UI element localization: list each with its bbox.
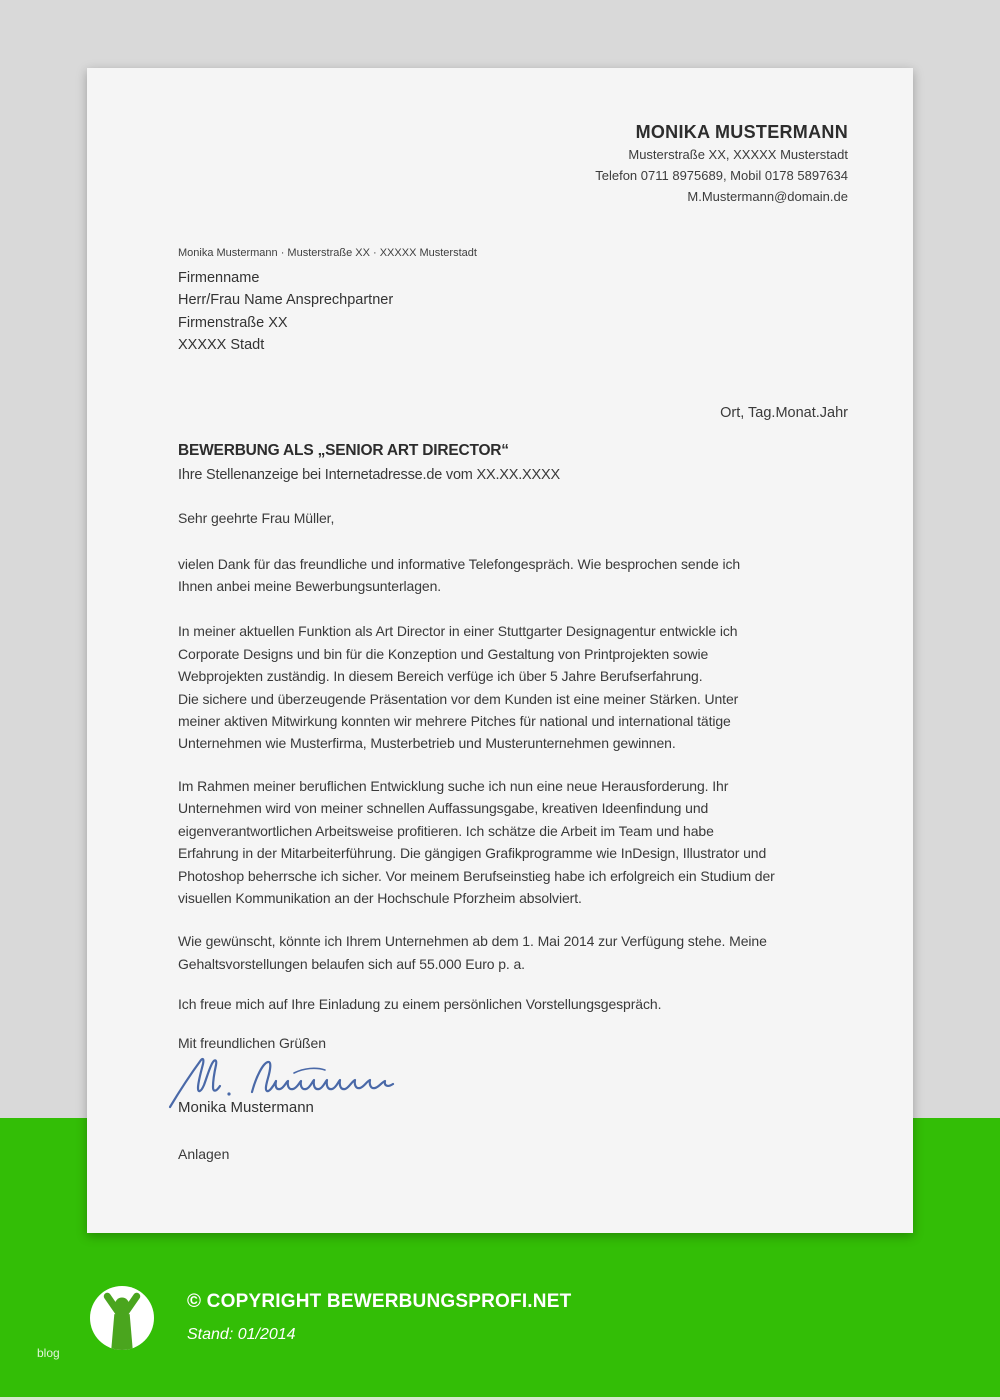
body-paragraph: In meiner aktuellen Funktion als Art Director in einer Stuttgarter Designagentur entwickle ich Corporate Designs und bin für die Konzeption und Gestaltung von Printprojekten sowie Webprojekten zuständig. In diesem Bereich verfüge ich über 5 Jahre Berufserfahrung. Die sichere und überzeugende Präsentation vor dem Kunden ist eine meiner Stärken. Unter meiner aktiven Mitwirkung konnten wir mehrere Pitches für national und international tätige Unternehmen wie Musterfirma, Musterbetrieb und Musterunternehmen gewinnen.: [178, 623, 739, 752]
blog-link[interactable]: blog: [37, 1346, 60, 1360]
typed-signature-name: Monika Mustermann: [178, 1099, 314, 1117]
person-raising-arms-icon: [90, 1286, 154, 1350]
body-paragraph: Im Rahmen meiner beruflichen Entwicklung suche ich nun eine neue Herausforderung. Ihr Unternehmen wird von meiner schnellen Auffassungsgabe, kreativen Ideenfindung und eigenverantwortlichen Arbeitsweise profitieren. Ich schätze die Arbeit im Team und habe Erfahrung in der Mitarbeiterführung. Die gängigen Grafikprogramme wie InDesign, Illustrator und Photoshop beherrsche ich sicher. Vor meinem Berufseinstieg habe ich erfolgreich ein Studium der visuellen Kommunikation an der Hochschule Pforzheim absolviert.: [178, 777, 775, 906]
footer-version-date: Stand: 01/2014: [187, 1326, 296, 1343]
recipient-address: Firmenname Herr/Frau Name Ansprechpartner Firmenstraße XX XXXXX Stadt: [178, 270, 394, 354]
body-paragraph: Ich freue mich auf Ihre Einladung zu einem persönlichen Vorstellungsgespräch.: [178, 996, 662, 1013]
closing-regards: Mit freundlichen Grüßen: [178, 1035, 326, 1052]
sender-address: Musterstraße XX, XXXXX Musterstadt: [628, 147, 848, 162]
body-paragraph: vielen Dank für das freundliche und informative Telefongespräch. Wie besprochen sende ich Ihnen anbei meine Bewerbungsunterlagen.: [178, 555, 741, 595]
sender-name: MONIKA MUSTERMANN: [635, 122, 848, 142]
subject-line: BEWERBUNG ALS „SENIOR ART DIRECTOR“: [178, 441, 509, 459]
body-paragraph: Wie gewünscht, könnte ich Ihrem Unternehmen ab dem 1. Mai 2014 zur Verfügung stehe. Meine Gehaltsvorstellungen belaufen sich auf 55.000 Euro p. a.: [178, 933, 767, 972]
return-address-line: Monika Mustermann · Musterstraße XX · XXXXX Musterstadt: [178, 247, 477, 259]
sender-email: M.Mustermann@domain.de: [687, 189, 848, 204]
sender-phone: Telefon 0711 8975689, Mobil 0178 5897634: [595, 168, 848, 183]
salutation: Sehr geehrte Frau Müller,: [178, 509, 335, 526]
footer-copyright: © COPYRIGHT BEWERBUNGSPROFI.NET: [187, 1291, 572, 1312]
letter-page: [87, 68, 913, 1233]
date-line: Ort, Tag.Monat.Jahr: [720, 404, 848, 421]
enclosures-note: Anlagen: [178, 1146, 230, 1163]
contact-header: [178, 120, 848, 207]
letter-content: [87, 68, 913, 1165]
bewerbungsprofi-logo: [90, 1286, 154, 1350]
subject-reference: Ihre Stellenanzeige bei Internetadresse.de vom XX.XX.XXXX: [178, 466, 560, 483]
